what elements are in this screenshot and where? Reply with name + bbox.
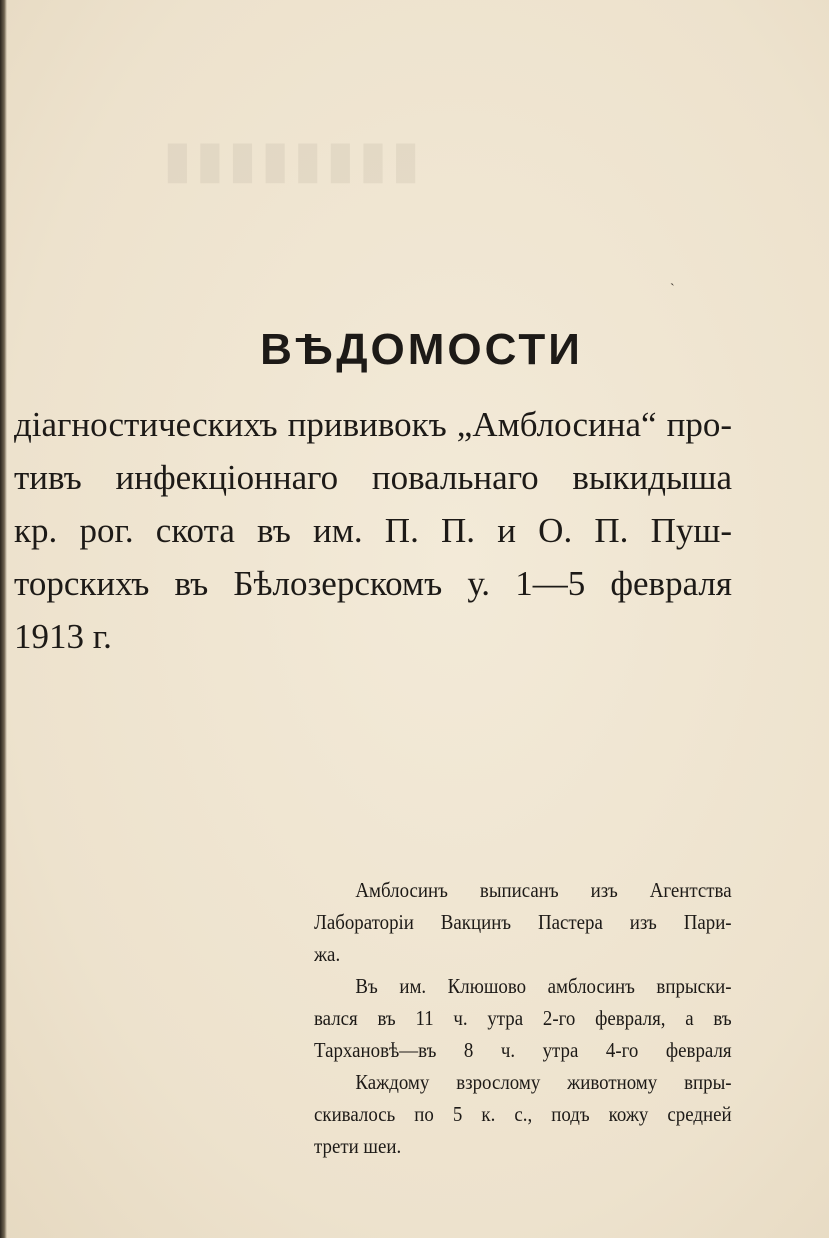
note-line: Каждому взрослому животному впры- [355,1070,732,1094]
subtitle-line: тивъ инфекціоннаго повальнаго выкидыша [14,458,732,497]
subtitle-line: діагностическихъ прививокъ „Амблосина“ про- [14,405,732,444]
note-line: Тархановѣ—въ 8 ч. утра 4-го февраля [314,1038,732,1062]
page-binding-edge [0,0,7,1238]
subtitle-line: торскихъ въ Бѣлозерскомъ у. 1—5 февраля [14,564,732,603]
note-line: Амблосинъ выписанъ изъ Агентства [355,878,732,902]
note-line: Въ им. Клюшово амблосинъ впрыски- [355,974,732,998]
note-line: Лабораторіи Вакцинъ Пастера изъ Пари- [314,910,732,934]
footnote-block [314,874,732,1162]
note-line: скивалось по 5 к. с., подъ кожу средней [314,1102,732,1126]
note-line: жа. [314,942,341,966]
show-through-bleed: ▮▮▮▮▮▮▮▮ [159,131,420,189]
note-line: трети шеи. [314,1134,402,1158]
ink-speck: ˋ [670,282,675,297]
subtitle-line: 1913 г. [14,617,112,656]
document-subtitle [14,398,732,663]
note-line: вался въ 11 ч. утра 2-го февраля, а въ [314,1006,732,1030]
subtitle-line: кр. рог. скота въ им. П. П. и О. П. Пуш- [14,511,732,550]
document-title: ВѢДОМОСТИ [260,325,583,374]
